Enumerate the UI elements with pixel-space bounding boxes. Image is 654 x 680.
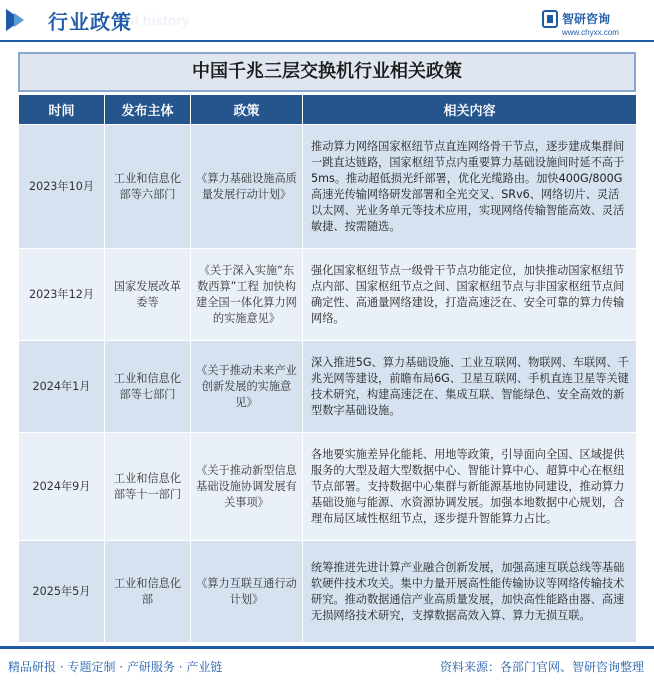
table-header-row: [19, 95, 637, 125]
column-header-date: 时间: [19, 95, 105, 125]
row-issuer: 工业和信息化部等七部门: [105, 341, 191, 433]
table-row: [19, 541, 637, 643]
row-policy: 《算力基础设施高质量发展行动计划》: [191, 125, 303, 249]
row-policy: 《关于深入实施“东数西算”工程 加快构建全国一体化算力网的实施意见》: [191, 249, 303, 341]
row-issuer: 工业和信息化部: [105, 541, 191, 643]
page-footer: [0, 646, 654, 680]
row-issuer: 国家发展改革委等: [105, 249, 191, 341]
row-policy: 《关于推动未来产业创新发展的实施意见》: [191, 341, 303, 433]
row-issuer: 工业和信息化部等十一部门: [105, 433, 191, 541]
row-date: 2023年10月: [19, 125, 105, 249]
footer-source: 资料来源：各部门官网、智研咨询整理: [439, 660, 644, 674]
column-header-policy: 政策: [191, 95, 303, 125]
row-content: 统筹推进先进计算产业融合创新发展，加强高速互联总线等基础软硬件技术攻关。集中力量开展高性能传输协议等网络传输技术研究。推动数据通信产业高质量发展，加快高性能路由器、高速无损网络技术研究，支撑数据高效入算、算力无损互联。: [303, 541, 637, 643]
brand-logo-icon: [542, 10, 558, 28]
row-date: 2024年1月: [19, 341, 105, 433]
page-title: 行业政策: [48, 10, 132, 34]
column-header-issuer: 发布主体: [105, 95, 191, 125]
header-arrow-accent-icon: [14, 13, 24, 27]
table-row: [19, 433, 637, 541]
table-title: 中国千兆三层交换机行业相关政策: [18, 52, 636, 92]
brand-url: www.chyxx.com: [562, 28, 619, 37]
brand-name: 智研咨询: [562, 12, 611, 26]
footer-services: 精品研报 · 专题定制 · 产研服务 · 产业链: [8, 660, 223, 674]
row-content: 各地要实施差异化能耗、用地等政策，引导面向全国、区域提供服务的大型及超大型数据中心、智能计算中心、超算中心在枢纽节点部署。支持数据中心集群与新能源基地协同建设，推动算力基础设施与能源、水资源协调发展。加强本地数据中心规划，合理布局区域性枢纽节点，逐步提升智能算力占比。: [303, 433, 637, 541]
row-date: 2024年9月: [19, 433, 105, 541]
brand[interactable]: [562, 10, 619, 37]
row-issuer: 工业和信息化部等六部门: [105, 125, 191, 249]
row-policy: 《算力互联互通行动计划》: [191, 541, 303, 643]
table-row: [19, 249, 637, 341]
column-header-content: 相关内容: [303, 95, 637, 125]
policy-table: [18, 94, 637, 643]
row-content: 深入推进5G、算力基础设施、工业互联网、物联网、车联网、千兆光网等建设，前瞻布局6G、卫星互联网、手机直连卫星等关键技术研究，构建高速泛在、集成互联、智能绿色、安全高效的新型数字基础设施。: [303, 341, 637, 433]
row-content: 强化国家枢纽节点一级骨干节点功能定位，加快推动国家枢纽节点内部、国家枢纽节点之间、国家枢纽节点与非国家枢纽节点间确定性、高通量网络建设，打造高速泛在、安全可靠的算力传输网络。: [303, 249, 637, 341]
row-date: 2025年5月: [19, 541, 105, 643]
row-policy: 《关于推动新型信息基础设施协调发展有关事项》: [191, 433, 303, 541]
footer-divider: [0, 646, 654, 649]
page-header: [0, 0, 654, 44]
header-divider: [0, 40, 654, 42]
table-row: [19, 125, 637, 249]
row-date: 2023年12月: [19, 249, 105, 341]
table-row: [19, 341, 637, 433]
header-watermark-text: ent history: [118, 12, 190, 28]
row-content: 推动算力网络国家枢纽节点直连网络骨干节点，逐步建成集群间一跳直达链路，国家枢纽节点内重要算力基础设施间时延不高于5ms。推动超低损光纤部署，优化光缆路由。加快400G/800G高速光传输网络研发部署和全光交叉、SRv6、网络切片、灵活以太网、光业务单元等技术应用，实现网络传输智能高效、灵活敏捷、按需随选。: [303, 125, 637, 249]
